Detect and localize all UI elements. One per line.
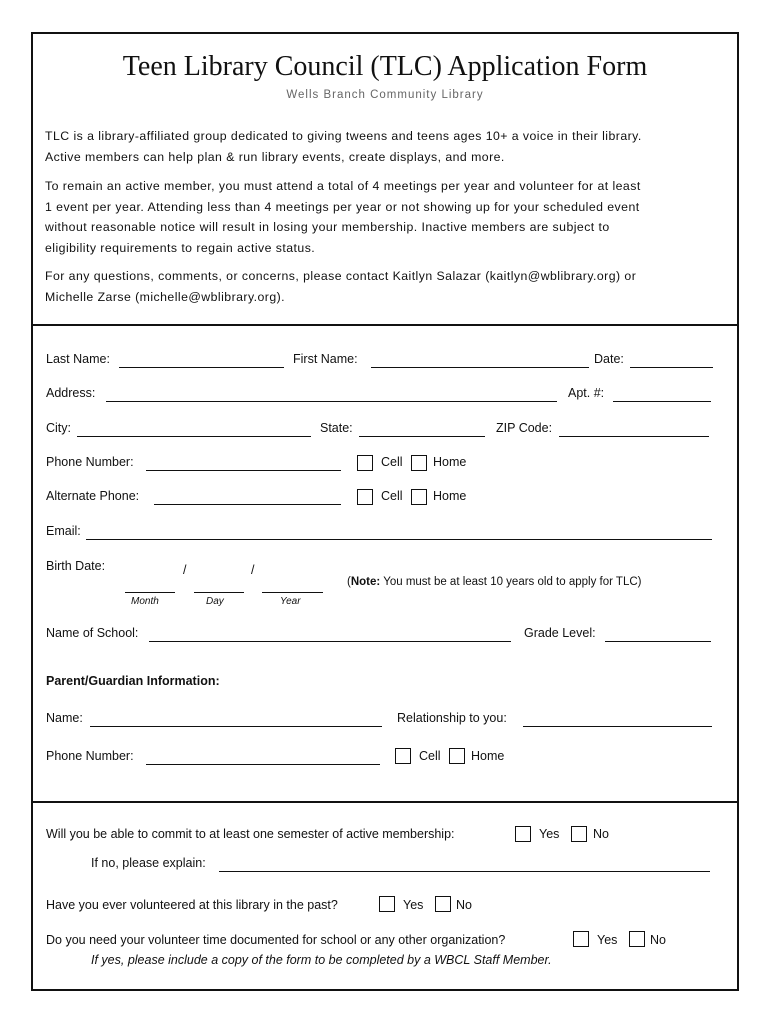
state-label: State: <box>320 421 353 435</box>
alt-phone-cell-checkbox[interactable] <box>357 489 373 505</box>
guardian-name-label: Name: <box>46 711 83 725</box>
date-label: Date: <box>594 352 624 366</box>
q1-no-checkbox[interactable] <box>571 826 587 842</box>
q1-yes-label: Yes <box>539 827 560 841</box>
grade-field[interactable] <box>605 641 711 642</box>
guardian-name-field[interactable] <box>90 726 382 727</box>
school-label: Name of School: <box>46 626 139 640</box>
guardian-home-label: Home <box>471 749 505 763</box>
alt-phone-field[interactable] <box>154 504 341 505</box>
page-subtitle: Wells Branch Community Library <box>286 89 484 101</box>
alt-phone-home-checkbox[interactable] <box>411 489 427 505</box>
q1-no-label: No <box>593 827 609 841</box>
guardian-cell-checkbox[interactable] <box>395 748 411 764</box>
zip-field[interactable] <box>559 436 709 437</box>
last-name-field[interactable] <box>119 367 284 368</box>
guardian-cell-label: Cell <box>419 749 441 763</box>
date-field[interactable] <box>630 367 713 368</box>
relationship-label: Relationship to you: <box>397 711 507 725</box>
email-label: Email: <box>46 524 81 538</box>
q2-yes-checkbox[interactable] <box>379 896 395 912</box>
guardian-phone-label: Phone Number: <box>46 749 134 763</box>
birth-day-caption: Day <box>206 596 224 607</box>
alt-phone-cell-label: Cell <box>381 489 403 503</box>
first-name-field[interactable] <box>371 367 589 368</box>
q2-text: Have you ever volunteered at this library in the past? <box>46 898 338 912</box>
q3-no-checkbox[interactable] <box>629 931 645 947</box>
zip-label: ZIP Code: <box>496 421 553 435</box>
alt-phone-label: Alternate Phone: <box>46 489 140 503</box>
phone-home-checkbox[interactable] <box>411 455 427 471</box>
phone-label: Phone Number: <box>46 455 134 469</box>
q2-yes-label: Yes <box>403 898 424 912</box>
city-label: City: <box>46 421 71 435</box>
birth-date-label: Birth Date: <box>46 559 106 573</box>
q3-note: If yes, please include a copy of the form to be completed by a WBCL Staff Member. <box>91 953 552 967</box>
birth-month-caption: Month <box>131 596 159 607</box>
grade-label: Grade Level: <box>524 626 596 640</box>
q2-no-label: No <box>456 898 472 912</box>
form-frame <box>31 32 739 991</box>
section-divider-1 <box>33 324 737 326</box>
birth-day-field[interactable] <box>194 592 244 593</box>
birth-date-slash-2: / <box>251 563 255 577</box>
q1-text: Will you be able to commit to at least one semester of active membership: <box>46 827 455 841</box>
guardian-phone-field[interactable] <box>146 764 380 765</box>
birth-date-slash-1: / <box>183 563 187 577</box>
section-divider-2 <box>33 801 737 803</box>
apt-label: Apt. #: <box>568 386 605 400</box>
q1-explain-label: If no, please explain: <box>91 856 206 870</box>
intro-paragraph-3: For any questions, comments, or concerns, please contact Kaitlyn Salazar (kaitlyn@wblibrary.org) or Michelle Zarse (michelle@wblibrary.org). <box>45 269 637 304</box>
age-note: (Note: You must be at least 10 years old to apply for TLC) <box>347 576 642 588</box>
birth-year-caption: Year <box>280 596 301 607</box>
q2-no-checkbox[interactable] <box>435 896 451 912</box>
page-title: Teen Library Council (TLC) Application Form <box>122 51 648 82</box>
apt-field[interactable] <box>613 401 711 402</box>
phone-cell-checkbox[interactable] <box>357 455 373 471</box>
phone-field[interactable] <box>146 470 341 471</box>
alt-phone-home-label: Home <box>433 489 467 503</box>
city-field[interactable] <box>77 436 311 437</box>
email-field[interactable] <box>86 539 712 540</box>
phone-home-label: Home <box>433 455 467 469</box>
q1-yes-checkbox[interactable] <box>515 826 531 842</box>
state-field[interactable] <box>359 436 485 437</box>
relationship-field[interactable] <box>523 726 712 727</box>
q3-yes-checkbox[interactable] <box>573 931 589 947</box>
birth-year-field[interactable] <box>262 592 323 593</box>
phone-cell-label: Cell <box>381 455 403 469</box>
guardian-home-checkbox[interactable] <box>449 748 465 764</box>
guardian-heading: Parent/Guardian Information: <box>46 674 220 688</box>
intro-paragraph-2: To remain an active member, you must attend a total of 4 meetings per year and volunteer for at least 1 event per year. Attending less than 4 meetings per year or not showing up for your scheduled event without reasonable notice will result in losing your membership. Inactive members are subject to eligibility requirements to regain active status. <box>45 179 641 255</box>
q3-yes-label: Yes <box>597 933 618 947</box>
address-field[interactable] <box>106 401 557 402</box>
address-label: Address: <box>46 386 96 400</box>
first-name-label: First Name: <box>293 352 358 366</box>
birth-month-field[interactable] <box>125 592 175 593</box>
last-name-label: Last Name: <box>46 352 110 366</box>
q1-explain-field[interactable] <box>219 871 710 872</box>
intro-paragraph-1: TLC is a library-affiliated group dedicated to giving tweens and teens ages 10+ a voice in their library. Active members can help plan & run library events, create displays, and more. <box>45 129 642 164</box>
q3-no-label: No <box>650 933 666 947</box>
q3-text: Do you need your volunteer time documented for school or any other organization? <box>46 933 506 947</box>
school-field[interactable] <box>149 641 511 642</box>
